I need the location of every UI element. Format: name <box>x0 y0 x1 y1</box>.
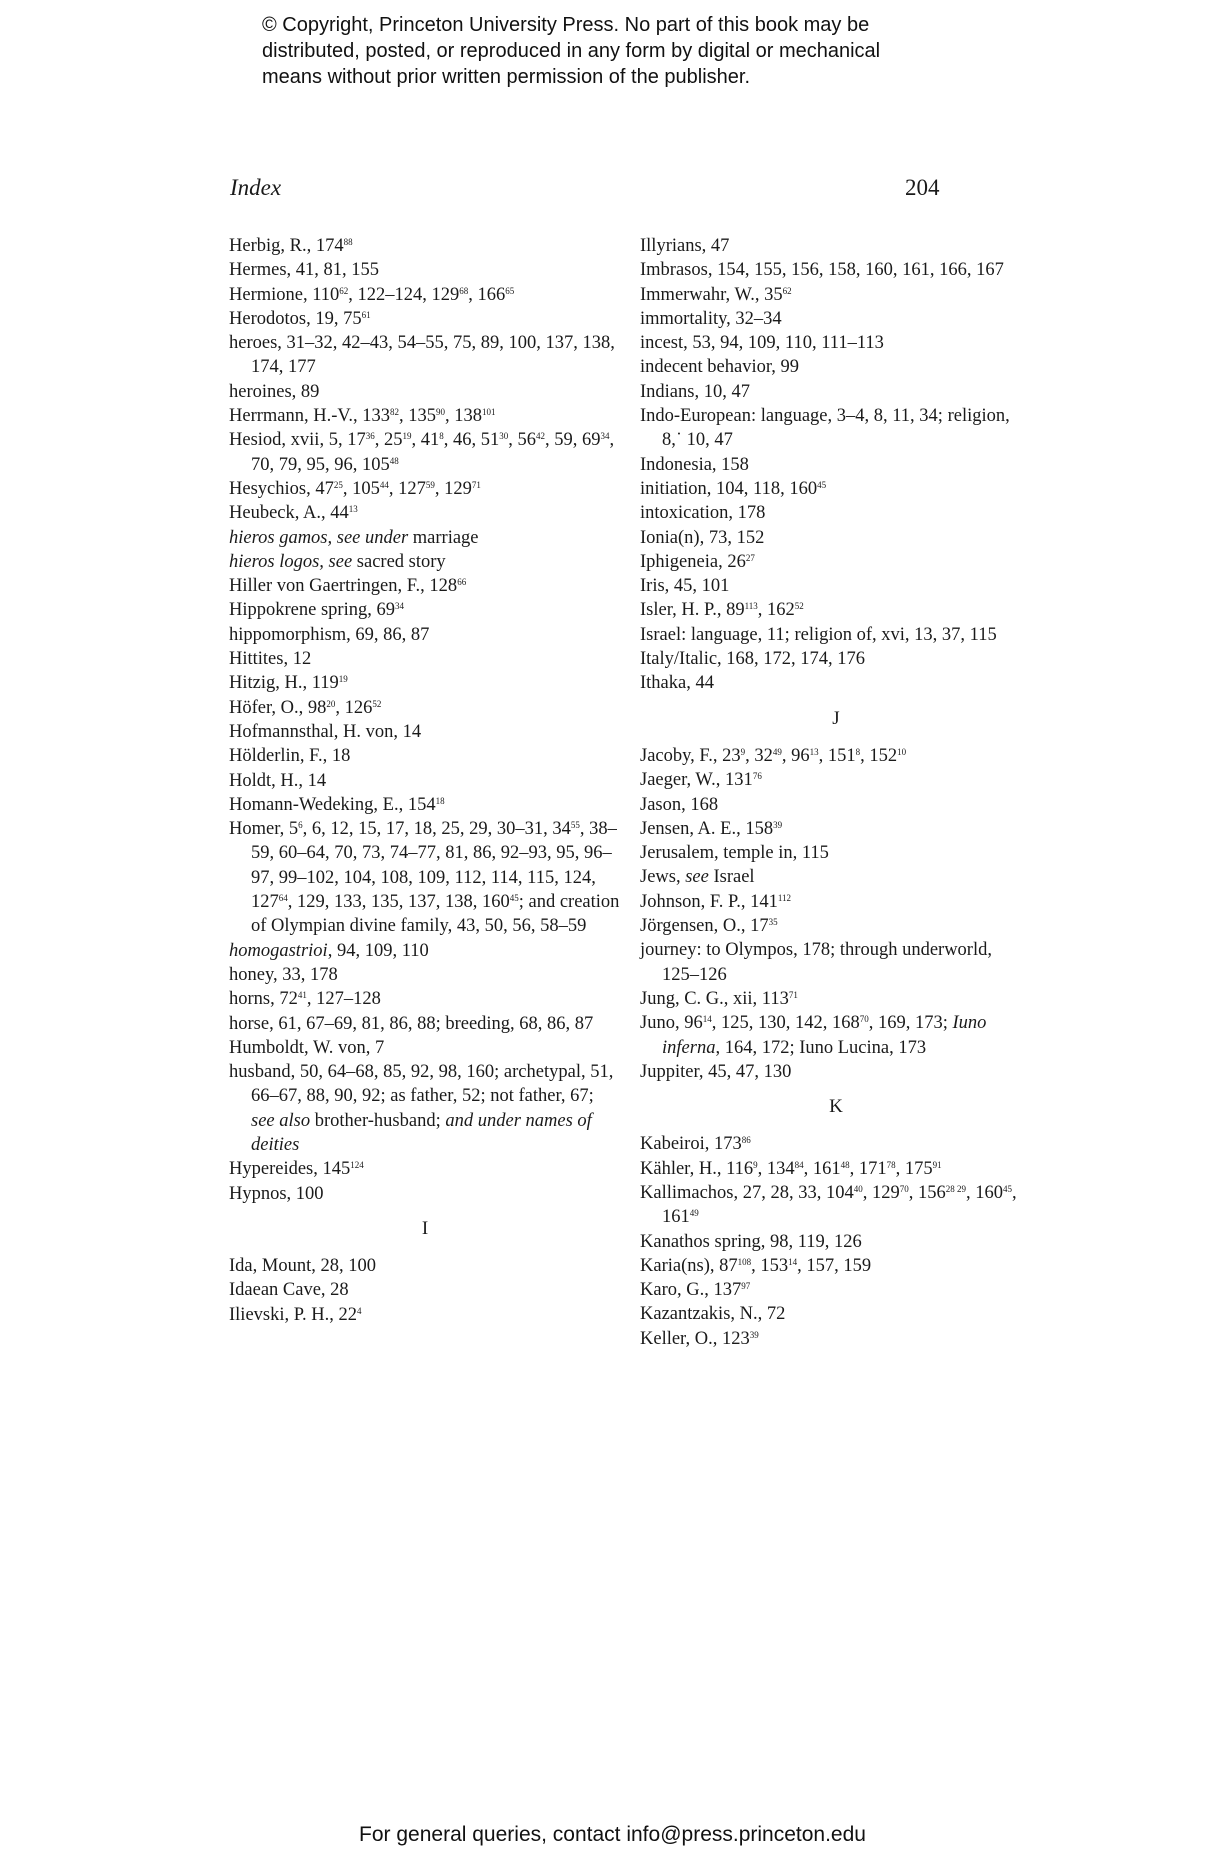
index-entry: Kähler, H., $116^9$, $134^{84}$, $161^{48}$, $171^{78}$, $175^{91}$ <box>640 1158 942 1179</box>
index-entry: indecent behavior, 99 <box>640 357 800 378</box>
index-entry: Humboldt, W. von, 7 <box>229 1037 385 1058</box>
index-entry: Immerwahr, W., $35^{62}$ <box>640 284 792 305</box>
index-entry: Herodotos, 19, $75^{61}$ <box>229 308 371 329</box>
index-entry: initiation, 104, 118, $160^{45}$ <box>640 478 827 499</box>
index-entry: Jörgensen, O., $17^{35}$ <box>640 916 778 937</box>
index-entry: Kallimachos, 27, 28, 33, $104^{40}$, $129^{70}$, $156^{28 29}$, $160^{45}$, $161^{49}$ <box>640 1182 1017 1228</box>
index-column-left <box>229 234 621 1327</box>
index-entry: Herbig, R., $174^{88}$ <box>229 236 353 256</box>
index-entry: Hittites, 12 <box>229 649 312 670</box>
index-entry: Indians, 10, 47 <box>640 381 750 402</box>
index-entry: Homann-Wedeking, E., $154^{18}$ <box>229 794 445 815</box>
index-entry: Kazantzakis, N., 72 <box>640 1304 786 1325</box>
index-entry: Karo, G., $137^{97}$ <box>640 1280 751 1301</box>
section-title: Index <box>230 175 282 200</box>
copyright-notice <box>262 12 982 90</box>
index-entry: Hypereides, $145^{124}$ <box>229 1159 364 1180</box>
index-column-right <box>640 234 1032 1351</box>
index-entry: Hypnos, 100 <box>229 1183 324 1204</box>
index-entry: Ilievski, P. H., $22^4$ <box>229 1304 362 1325</box>
index-entry: Keller, O., $123^{39}$ <box>640 1328 759 1349</box>
index-letter-heading: I <box>421 1217 429 1239</box>
copyright-line-1: © Copyright, Princeton University Press. No part of this book may be <box>262 14 870 36</box>
index-entry: heroes, 31–32, 42–43, 54–55, 75, 89, 100, 137, 138, 174, 177 <box>229 333 615 378</box>
index-entry: Holdt, H., 14 <box>229 770 327 791</box>
footer-contact: For general queries, contact info@press.princeton.edu <box>359 1823 866 1846</box>
copyright-line-3: means without prior written permission of the publisher. <box>262 66 751 88</box>
index-entry: Höfer, O., $98^{20}$, $126^{52}$ <box>229 697 382 718</box>
index-entry: Jason, 168 <box>640 794 719 815</box>
index-entry: incest, 53, 94, 109, 110, 111–113 <box>640 333 884 354</box>
index-entry: Hofmannsthal, H. von, 14 <box>229 721 422 742</box>
index-entry: Homer, $5^6$, 6, 12, 15, 17, 18, 25, 29, 30–31, $34^{55}$, 38–59, 60–64, 70, 73, 74–77, 81, 86, 92–93, 95, 96–97, 99–102, 104, 108, 109, 112, 114, 115, 124, $127^{64}$, 129, 133, 135, 137, 138, $160^{45}$; and creation of Olympian divine family, 43, 50, 56, 58–59 <box>229 819 620 937</box>
index-entry: Ida, Mount, 28, 100 <box>229 1256 376 1277</box>
index-entry: Ithaka, 44 <box>640 673 714 694</box>
index-entry: immortality, 32–34 <box>640 308 782 329</box>
index-entry: Hiller von Gaertringen, F., $128^{66}$ <box>229 576 467 597</box>
index-entry: Jensen, A. E., $158^{39}$ <box>640 818 783 839</box>
index-entry: Jerusalem, temple in, 115 <box>640 843 829 864</box>
index-entry: journey: to Olympos, 178; through underworld, 125–126 <box>640 940 992 985</box>
index-entry: Indonesia, 158 <box>640 454 749 475</box>
index-entry: Hippokrene spring, $69^{34}$ <box>229 600 404 621</box>
index-entry: Herrmann, H.-V., $133^{82}$, $135^{90}$, $138^{101}$ <box>229 406 496 427</box>
index-entry: hieros gamos, see under marriage <box>229 527 479 548</box>
index-entry: horse, 61, 67–69, 81, 86, 88; breeding, 68, 86, 87 <box>229 1013 594 1034</box>
index-entry: horns, $72^{41}$, 127–128 <box>229 989 381 1010</box>
index-entry: Imbrasos, 154, 155, 156, 158, 160, 161, 166, 167 <box>640 260 1004 281</box>
index-entry: Jaeger, W., $131^{76}$ <box>640 770 762 791</box>
index-entry: Illyrians, 47 <box>640 236 730 256</box>
index-entry: Hölderlin, F., 18 <box>229 746 351 767</box>
index-entry: Jews, see Israel <box>640 867 755 888</box>
index-entry: Idaean Cave, 28 <box>229 1280 349 1301</box>
index-entry: Kabeiroi, $173^{86}$ <box>640 1134 751 1155</box>
index-entry: Isler, H. P., $89^{113}$, $162^{52}$ <box>640 600 804 621</box>
index-entry: hieros logos, see sacred story <box>229 551 446 572</box>
index-entry: husband, 50, 64–68, 85, 92, 98, 160; archetypal, 51, 66–67, 88, 90, 92; as father, 52; not father, 67; see also brother-husband; and under names of deities <box>229 1062 614 1155</box>
index-entry: Italy/Italic, 168, 172, 174, 176 <box>640 649 866 670</box>
index-entry: Hesiod, xvii, 5, $17^{36}$, $25^{19}$, $41^8$, 46, $51^{30}$, $56^{42}$, 59, $69^{34}$, 70, 79, 95, 96, $105^{48}$ <box>229 430 615 475</box>
index-entry: Johnson, F. P., $141^{112}$ <box>640 891 791 912</box>
index-entry: Iris, 45, 101 <box>640 576 730 597</box>
index-entry: Hitzig, H., $119^{19}$ <box>229 673 348 694</box>
index-entry: Iphigeneia, $26^{27}$ <box>640 551 755 572</box>
index-entry: Indo-European: language, 3–4, 8, 11, 34; religion, 8,˙ 10, 47 <box>640 406 1010 451</box>
index-entry: Jung, C. G., xii, $113^{71}$ <box>640 988 798 1009</box>
index-entry: Hermione, $110^{62}$, 122–124, $129^{68}$, $166^{65}$ <box>229 284 515 305</box>
index-entry: Israel: language, 11; religion of, xvi, 13, 37, 115 <box>640 624 997 645</box>
index-entry: hippomorphism, 69, 86, 87 <box>229 624 430 645</box>
index-letter-heading: J <box>832 707 840 729</box>
index-entry: heroines, 89 <box>229 381 320 402</box>
index-entry: Juno, $96^{14}$, 125, 130, 142, $168^{70}$, 169, 173; Iuno inferna, 164, 172; Iuno Lucina, 173 <box>640 1013 987 1058</box>
index-entry: honey, 33, 178 <box>229 964 338 985</box>
index-letter-heading: K <box>829 1096 843 1118</box>
index-entry: Karia(ns), $87^{108}$, $153^{14}$, 157, 159 <box>640 1255 872 1276</box>
index-entry: intoxication, 178 <box>640 503 766 524</box>
page-number: 204 <box>905 175 940 200</box>
index-entry: Hesychios, $47^{25}$, $105^{44}$, $127^{59}$, $129^{71}$ <box>229 478 481 499</box>
index-entry: Ionia(n), 73, 152 <box>640 527 765 548</box>
index-entry: Heubeck, A., $44^{13}$ <box>229 503 358 524</box>
index-entry: homogastrioi, 94, 109, 110 <box>229 940 429 961</box>
copyright-line-2: distributed, posted, or reproduced in any form by digital or mechanical <box>262 40 881 62</box>
index-entry: Juppiter, 45, 47, 130 <box>640 1061 792 1082</box>
index-entry: Hermes, 41, 81, 155 <box>229 260 380 281</box>
index-entry: Kanathos spring, 98, 119, 126 <box>640 1231 862 1252</box>
index-entry: Jacoby, F., $23^9$, $32^{49}$, $96^{13}$, $151^8$, $152^{10}$ <box>640 745 907 766</box>
